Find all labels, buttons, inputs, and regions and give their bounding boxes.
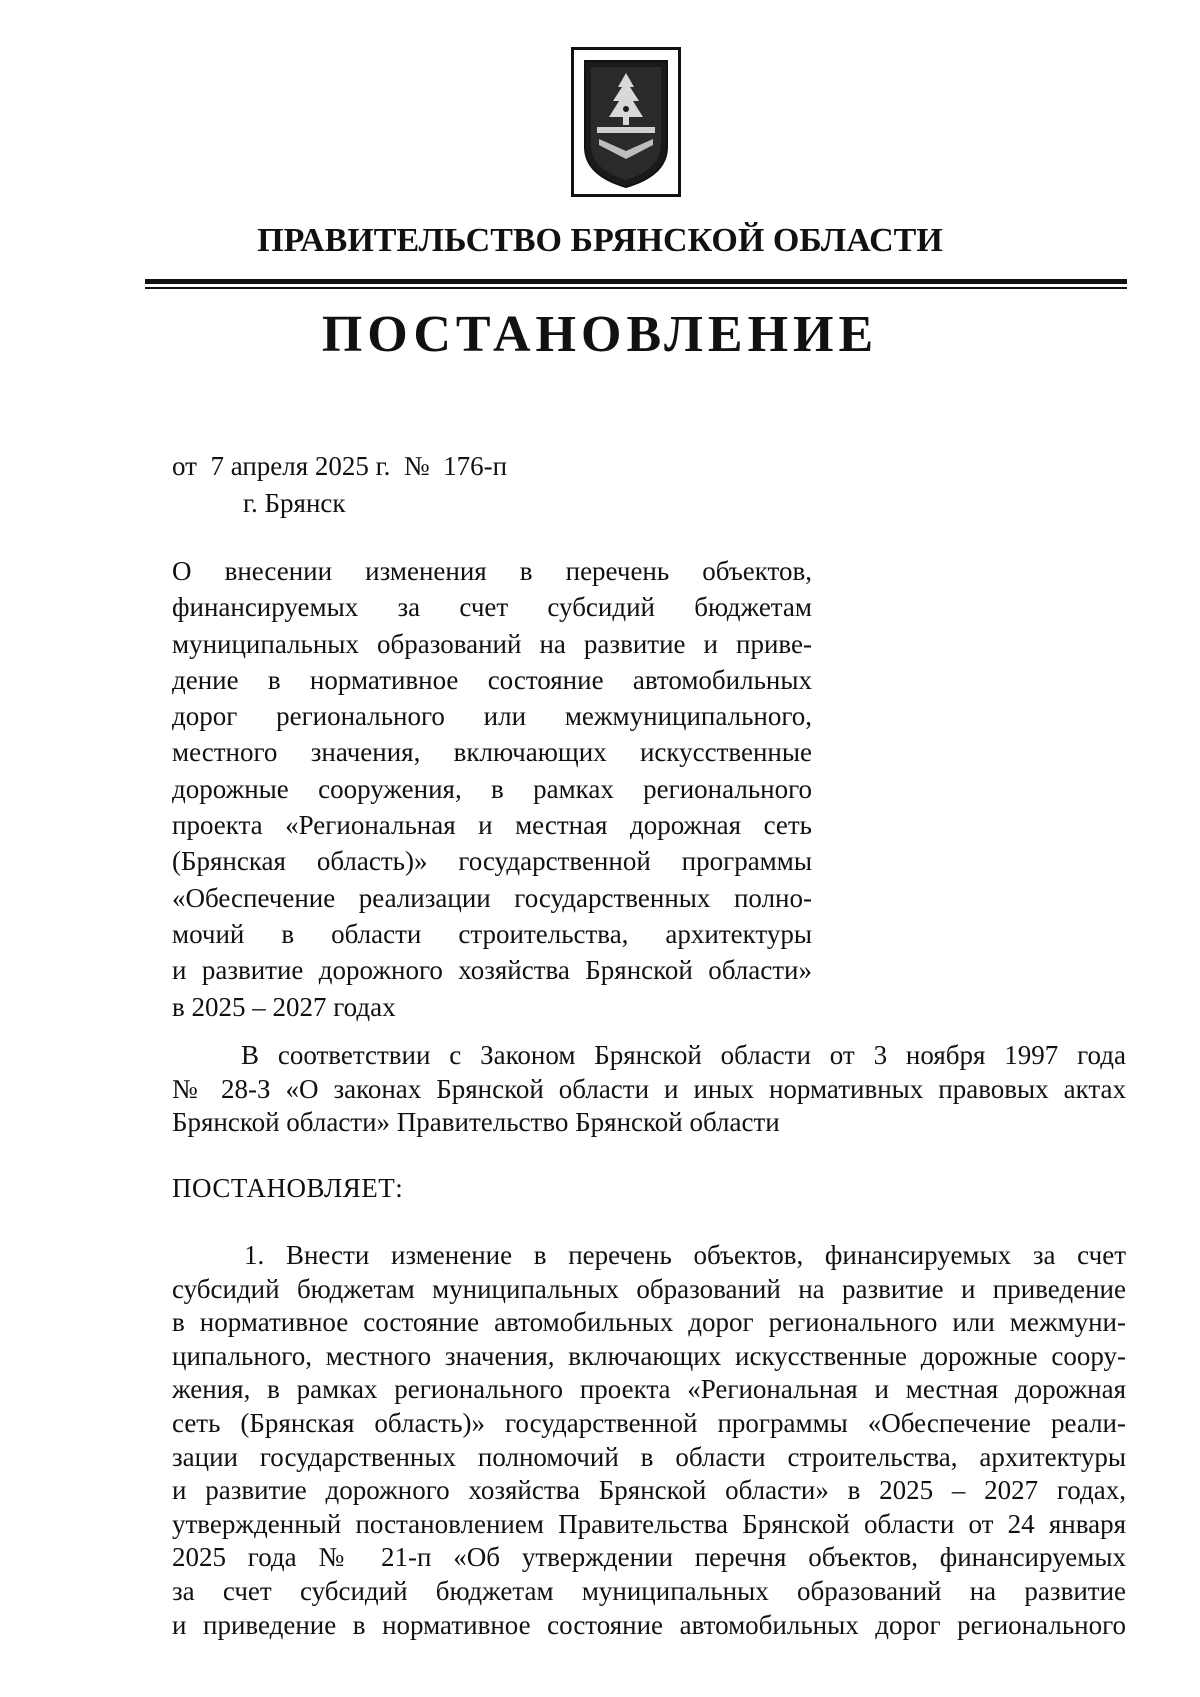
item-1-paragraph (172, 1239, 1126, 1642)
item-line: жения, в рамках регионального проекта «Региональная и местная дорожная (172, 1374, 1126, 1405)
item-line: в нормативное состояние автомобильных дорог регионального или межмуни- (172, 1307, 1126, 1338)
item-line: 2025 года № 21-п «Об утверждении перечня объектов, финансируемых (172, 1542, 1126, 1573)
preamble-paragraph (172, 1039, 1126, 1140)
item-line: и развитие дорожного хозяйства Брянской области» в 2025 – 2027 годах, (172, 1475, 1126, 1506)
header-rule-thick (145, 279, 1127, 284)
subject-line: финансируемых за счет субсидий бюджетам (172, 592, 812, 623)
subject-line: дение в нормативное состояние автомобильных (172, 664, 812, 695)
item-line: и приведение в нормативное состояние автомобильных дорог регионального (172, 1609, 1126, 1640)
item-line: сеть (Брянская область)» государственной программы «Обеспечение реали- (172, 1407, 1126, 1438)
subject-line: дорожные сооружения, в рамках регионального (172, 773, 812, 804)
item-line: ципального, местного значения, включающих искусственные дорожные соору- (172, 1340, 1126, 1371)
item-line: утвержденный постановлением Правительства Брянской области от 24 января (172, 1508, 1126, 1539)
organization-title: ПРАВИТЕЛЬСТВО БРЯНСКОЙ ОБЛАСТИ (257, 222, 943, 259)
subject-line: проекта «Региональная и местная дорожная сеть (172, 810, 812, 841)
preamble-line: № 28-З «О законах Брянской области и иных нормативных правовых актах (172, 1073, 1126, 1104)
header-rule-thin (145, 287, 1127, 289)
document-type-title: ПОСТАНОВЛЕНИЕ (321, 306, 879, 363)
preamble-line: В соответствии с Законом Брянской области от 3 ноября 1997 года (241, 1040, 1126, 1070)
subject-line: (Брянская область)» государственной программы (172, 846, 812, 877)
subject-line: дорог регионального или межмуниципального, (172, 701, 812, 732)
subject-line: О внесении изменения в перечень объектов, (172, 556, 812, 586)
item-line: зации государственных полномочий в области строительства, архитектуры (172, 1441, 1126, 1472)
coat-of-arms-icon (571, 47, 681, 197)
subject-line: муниципальных образований на развитие и приве- (172, 628, 812, 659)
decree-word: ПОСТАНОВЛЯЕТ: (172, 1173, 404, 1203)
item-line: 1. Внести изменение в перечень объектов, финансируемых за счет (244, 1240, 1126, 1270)
item-line: субсидий бюджетам муниципальных образований на развитие и приведение (172, 1273, 1126, 1304)
document-city: г. Брянск (243, 488, 346, 518)
preamble-line: Брянской области» Правительство Брянской области (172, 1107, 780, 1137)
document-date-number: от 7 апреля 2025 г. № 176-п (172, 451, 508, 481)
subject-line: в 2025 – 2027 годах (172, 991, 396, 1022)
item-line: за счет субсидий бюджетам муниципальных образований на развитие (172, 1575, 1126, 1606)
subject-line: и развитие дорожного хозяйства Брянской области» (172, 955, 812, 986)
subject-line: местного значения, включающих искусственные (172, 737, 812, 768)
document-subject (172, 553, 812, 1025)
subject-line: «Обеспечение реализации государственных полно- (172, 882, 812, 913)
subject-line: мочий в области строительства, архитектуры (172, 918, 812, 949)
